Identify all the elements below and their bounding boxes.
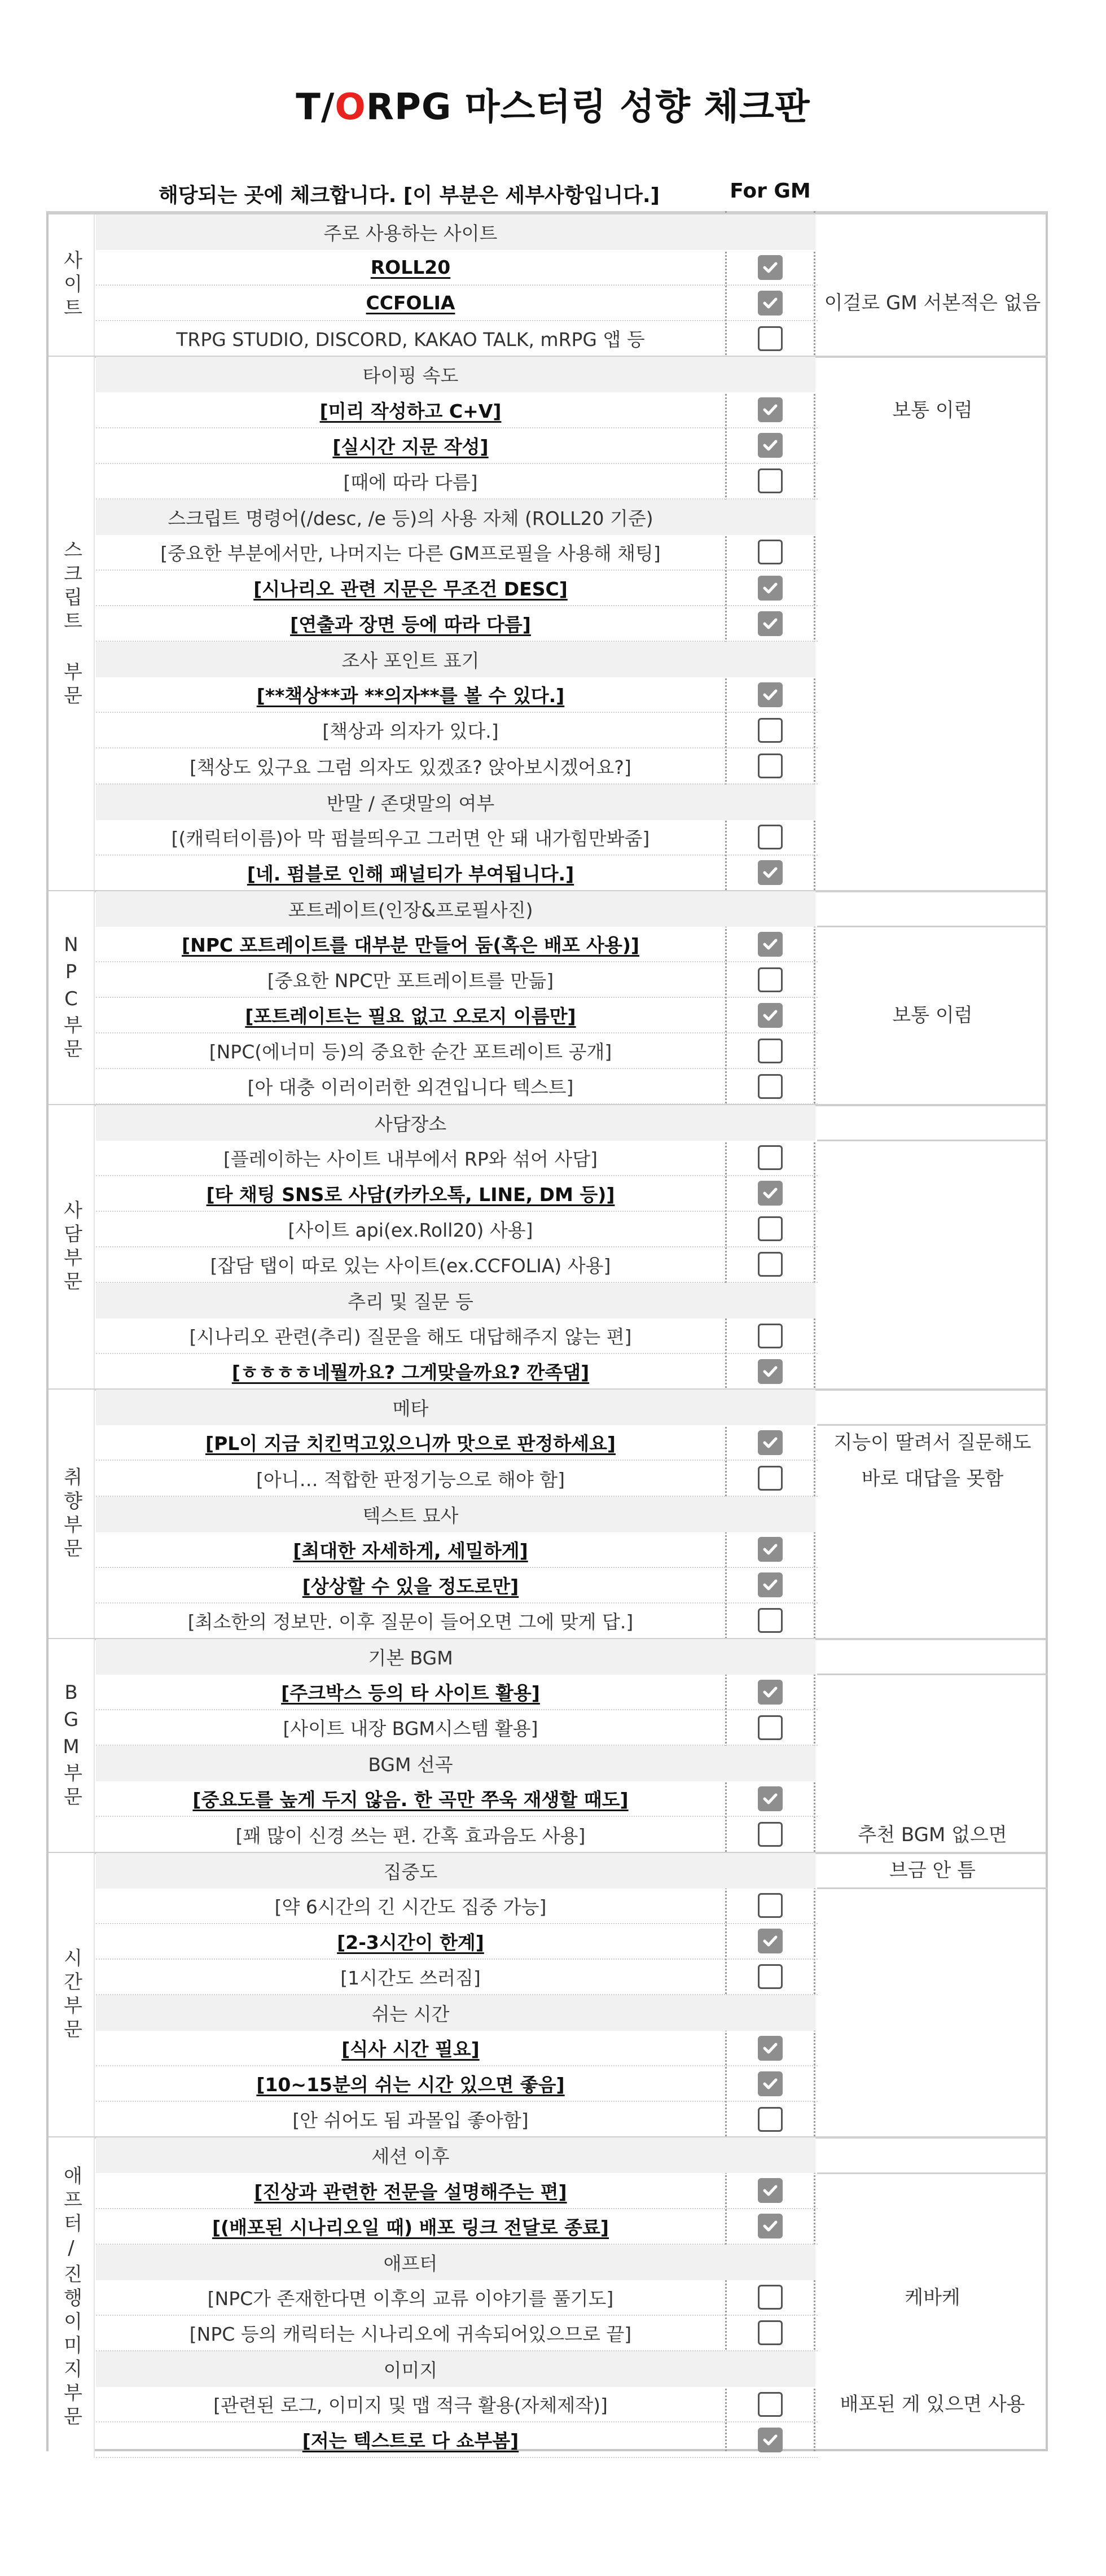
checkbox-cell (725, 1532, 815, 1567)
notes-divider (817, 2172, 1048, 2174)
checkbox-cell (725, 606, 815, 641)
category-row (96, 500, 815, 535)
section-label (49, 1853, 95, 2138)
checklist-row (96, 1033, 818, 1069)
title-accent-letter: O (335, 86, 366, 128)
checklist-row (96, 321, 818, 357)
checkbox-checked[interactable] (758, 291, 783, 316)
category-row (96, 2245, 815, 2280)
checkbox-cell (725, 464, 815, 498)
item-label: [아니… 적합한 판정기능으로 해야 함] (256, 1468, 565, 1491)
item-label: [식사 시간 필요] (341, 2038, 480, 2061)
checkbox-cell (725, 1212, 815, 1246)
checklist-row (96, 428, 818, 464)
section-label (49, 2137, 95, 2458)
checkbox-unchecked[interactable] (758, 326, 783, 351)
checkbox-cell (725, 1960, 815, 1994)
checklist-row (96, 1889, 818, 1924)
checkbox-checked[interactable] (758, 1003, 783, 1028)
category-row (96, 1853, 815, 1889)
category-label: 메타 (392, 1397, 429, 1420)
checkmark-icon (761, 259, 779, 277)
category-label: 조사 포인트 표기 (341, 650, 480, 672)
item-label: [1시간도 쓰러짐] (340, 1966, 481, 1989)
category-row (96, 357, 815, 392)
category-label: 추리 및 질문 등 (348, 1291, 473, 1313)
item-label: ROLL20 (370, 256, 451, 279)
checklist-row (96, 1960, 818, 1995)
category-label: 쉬는 시간 (371, 2003, 450, 2025)
category-label: 세션 이후 (371, 2145, 450, 2168)
section-label-text: BGM부문 (60, 1681, 82, 1811)
checklist-row (96, 820, 818, 856)
checkbox-cell (725, 1604, 815, 1638)
item-label: [최대한 자세하게, 세밀하게] (293, 1539, 528, 1562)
section-label-text: 사담부문 (60, 1199, 82, 1295)
item-label: [저는 텍스트로 다 쇼부봄] (302, 2430, 519, 2452)
checkbox-cell (725, 2387, 815, 2421)
category-label: 기본 BGM (368, 1647, 453, 1669)
item-label: [2-3시간이 한계] (337, 1931, 484, 1953)
item-label: [최소한의 정보만. 이후 질문이 들어오면 그에 맞게 답.] (187, 1610, 634, 1633)
item-label: [상상할 수 있을 정도로만] (302, 1575, 519, 1597)
item-label: [(배포된 시나리오일 때) 배포 링크 전달로 종료] (212, 2216, 609, 2238)
gm-note: 배포된 게 있으면 사용 (840, 2393, 1025, 2416)
category-label: 애프터 (383, 2252, 438, 2275)
checkbox-cell (725, 571, 815, 605)
item-label: [NPC 포트레이트를 대부분 만들어 둠(혹은 배포 사용)] (182, 934, 639, 956)
checkbox-cell (725, 1889, 815, 1923)
checkbox-checked[interactable] (758, 1680, 783, 1705)
checkbox-checked[interactable] (758, 1537, 783, 1562)
checkbox-cell (725, 1033, 815, 1068)
checkbox-checked[interactable] (758, 2178, 783, 2203)
gm-column-header: For GM (730, 179, 811, 203)
checkbox-unchecked[interactable] (758, 1608, 783, 1633)
checklist-row (96, 1924, 818, 1960)
category-row (96, 2351, 815, 2387)
checkbox-cell (725, 250, 815, 284)
checkbox-unchecked[interactable] (758, 468, 783, 493)
checkbox-unchecked[interactable] (758, 1145, 783, 1170)
checkbox-unchecked[interactable] (758, 2392, 783, 2417)
checkbox-cell (725, 1568, 815, 1602)
checklist-row (96, 1675, 818, 1710)
instruction-header: 해당되는 곳에 체크합니다. [이 부분은 세부사항입니다.] (159, 184, 660, 207)
checkmark-icon (761, 2039, 779, 2057)
category-row (96, 1746, 815, 1781)
checkbox-unchecked[interactable] (758, 2320, 783, 2345)
gm-note: 이걸로 GM 서본적은 없음 (824, 292, 1041, 315)
category-row (96, 1283, 815, 1318)
item-label: [잡담 탭이 따로 있는 사이트(ex.CCFOLIA) 사용] (210, 1254, 611, 1277)
notes-divider (817, 356, 1048, 357)
checkbox-cell (725, 1425, 815, 1460)
category-label: 반말 / 존댓말의 여부 (326, 792, 495, 814)
checklist-row (96, 1318, 818, 1354)
item-label: CCFOLIA (366, 292, 455, 314)
category-row (96, 785, 815, 820)
item-label: [NPC(에너미 등)의 중요한 순간 포트레이트 공개] (209, 1041, 612, 1063)
checklist-row (96, 2031, 818, 2066)
checklist-row (96, 1568, 818, 1604)
section-label (49, 1390, 95, 1639)
section-label (49, 1639, 95, 1853)
checkmark-icon (761, 686, 779, 704)
checklist-row (96, 962, 818, 998)
checkbox-cell (725, 321, 815, 356)
checklist-row (96, 1532, 818, 1568)
checklist-row (96, 2066, 818, 2102)
section-label (49, 214, 95, 357)
checkbox-checked[interactable] (758, 1929, 783, 1953)
section-label-text: 스크립트 부문 (60, 539, 82, 709)
checkbox-unchecked[interactable] (758, 1822, 783, 1847)
checkbox-checked[interactable] (758, 255, 783, 280)
checkbox-checked[interactable] (758, 2071, 783, 2096)
notes-divider (817, 1140, 1048, 1141)
checkmark-icon (761, 1363, 779, 1381)
gm-note: 브금 안 틈 (889, 1859, 976, 1882)
notes-column (817, 211, 1048, 2451)
checkmark-icon (761, 1790, 779, 1808)
item-label: [타 채팅 SNS로 사담(카카오톡, LINE, DM 등)] (206, 1183, 615, 1206)
item-label: [PL이 지금 치킨먹고있으니까 맛으로 판정하세요] (205, 1432, 616, 1455)
checkbox-cell (725, 856, 815, 890)
item-label: [주크박스 등의 타 사이트 활용] (281, 1682, 540, 1705)
checkbox-cell (725, 1924, 815, 1959)
gm-note: 지능이 딸려서 질문해도 (833, 1431, 1032, 1455)
checklist-row (96, 1141, 818, 1176)
category-row (96, 1639, 815, 1675)
checkbox-cell (725, 1675, 815, 1709)
checklist-row (96, 749, 818, 785)
checkbox-checked[interactable] (758, 2428, 783, 2452)
checkmark-icon (761, 1540, 779, 1558)
checkbox-unchecked[interactable] (758, 718, 783, 743)
item-label: [미리 작성하고 C+V] (319, 400, 502, 422)
checkbox-unchecked[interactable] (758, 1216, 783, 1241)
checkbox-unchecked[interactable] (758, 1964, 783, 1989)
item-label: [꽤 많이 신경 쓰는 편. 간혹 효과음도 사용] (235, 1824, 586, 1847)
category-label: 사담장소 (374, 1112, 447, 1135)
checkbox-unchecked[interactable] (758, 1893, 783, 1918)
section-label (49, 357, 95, 891)
checkbox-unchecked[interactable] (758, 1715, 783, 1740)
checkmark-icon (761, 1006, 779, 1024)
checkbox-checked[interactable] (758, 433, 783, 458)
checkbox-unchecked[interactable] (758, 825, 783, 849)
item-label: [약 6시간의 긴 시간도 집중 가능] (274, 1895, 547, 1918)
gm-note: 보통 이럼 (892, 1004, 973, 1027)
checkbox-cell (725, 927, 815, 961)
checkmark-icon (761, 2431, 779, 2449)
item-label: [관련된 로그, 이미지 및 맵 적극 활용(자체제작)] (213, 2394, 608, 2417)
checkbox-checked[interactable] (758, 932, 783, 957)
item-label: [실시간 지문 작성] (332, 435, 489, 458)
item-label: [연출과 장면 등에 따라 다름] (290, 614, 531, 636)
checkmark-icon (761, 579, 779, 597)
checkbox-checked[interactable] (758, 1572, 783, 1597)
checkbox-unchecked[interactable] (758, 967, 783, 992)
checkbox-unchecked[interactable] (758, 1324, 783, 1348)
checklist-row (96, 998, 818, 1033)
checkbox-cell (725, 1354, 815, 1388)
checkbox-cell (725, 2031, 815, 2065)
category-label: 타이핑 속도 (362, 365, 459, 387)
checklist-row (96, 1461, 818, 1497)
category-row (96, 1497, 815, 1532)
item-label: [NPC 등의 캐릭터는 시나리오에 귀속되어있으므로 끝] (189, 2323, 632, 2345)
checkbox-checked[interactable] (758, 1430, 783, 1455)
checkbox-cell (725, 820, 815, 855)
item-label: TRPG STUDIO, DISCORD, KAKAO TALK, mRPG 앱 등 (176, 328, 645, 351)
checkmark-icon (761, 1932, 779, 1950)
page-title: T/ORPG 마스터링 성향 체크판 (296, 86, 810, 128)
checkbox-cell (725, 1817, 815, 1852)
item-label: [**책상**과 **의자**를 볼 수 있다.] (256, 685, 565, 707)
item-label: [ㅎㅎㅎㅎ네뭘까요? 그게맞을까요? 깐족댐] (231, 1361, 590, 1384)
checkbox-unchecked[interactable] (758, 1466, 783, 1491)
checklist-row (96, 713, 818, 748)
checkbox-cell (725, 962, 815, 997)
checkmark-icon (761, 1434, 779, 1452)
item-label: [포트레이트는 필요 없고 오로지 이름만] (245, 1005, 576, 1028)
checkmark-icon (761, 1576, 779, 1594)
checklist-row (96, 2422, 818, 2458)
checkbox-checked[interactable] (758, 2214, 783, 2238)
checklist-row (96, 927, 818, 962)
category-row (96, 891, 815, 927)
checkbox-cell (725, 2316, 815, 2350)
item-label: [중요도를 높게 두지 않음. 한 곡만 쭈욱 재생할 때도] (192, 1789, 629, 1811)
checklist-row (96, 1247, 818, 1283)
notes-divider (817, 926, 1048, 927)
checkbox-unchecked[interactable] (758, 2107, 783, 2132)
checkbox-cell (725, 1247, 815, 1282)
item-label: [네. 펌블로 인해 패널티가 부여됩니다.] (247, 862, 574, 885)
checkbox-checked[interactable] (758, 860, 783, 885)
item-label: [때에 따라 다름] (343, 471, 478, 493)
checklist-row (96, 2102, 818, 2137)
category-row (96, 214, 815, 250)
gm-note: 추천 BGM 없으면 (858, 1823, 1007, 1846)
item-label: [시나리오 관련 지문은 무조건 DESC] (253, 578, 568, 600)
checkmark-icon (761, 2181, 779, 2200)
category-label: 스크립트 명령어(/desc, /e 등)의 사용 자체 (ROLL20 기준) (168, 507, 653, 529)
checklist-row (96, 606, 818, 642)
checkbox-cell (725, 1710, 815, 1745)
checkbox-checked[interactable] (758, 1359, 783, 1384)
checkbox-cell (725, 1461, 815, 1496)
item-label: [NPC가 존재한다면 이후의 교류 이야기를 풀기도] (207, 2287, 614, 2310)
checklist-row (96, 2209, 818, 2245)
checkmark-icon (761, 864, 779, 882)
category-label: 포트레이트(인장&프로필사진) (288, 899, 533, 921)
item-label: [책상도 있구요 그럼 의자도 있겠죠? 앉아보시겠어요?] (190, 756, 631, 778)
checkbox-cell (725, 1069, 815, 1103)
checkbox-cell (725, 2174, 815, 2208)
checklist-row (96, 2174, 818, 2209)
checklist-row (96, 393, 818, 428)
item-label: [책상과 의자가 있다.] (322, 720, 499, 743)
checkbox-unchecked[interactable] (758, 2285, 783, 2310)
checklist-row (96, 1817, 818, 1853)
item-label: [아 대충 이러이러한 외견입니다 텍스트] (247, 1076, 574, 1099)
section-label-text: 사이트 (60, 250, 82, 322)
item-label: [플레이하는 사이트 내부에서 RP와 섞어 사담] (223, 1147, 598, 1170)
checklist-row (96, 250, 818, 286)
item-label: [중요한 NPC만 포트레이트를 만듦] (267, 970, 554, 992)
section-label (49, 891, 95, 1105)
checkbox-checked[interactable] (758, 397, 783, 422)
checklist-row (96, 1781, 818, 1817)
checklist-row (96, 571, 818, 606)
category-row (96, 1995, 815, 2031)
category-row (96, 642, 815, 677)
checkbox-cell (725, 1781, 815, 1816)
checklist-row (96, 535, 818, 571)
category-label: 주로 사용하는 사이트 (323, 222, 498, 244)
item-label: [사이트 내장 BGM시스템 활용] (283, 1718, 538, 1740)
checkbox-unchecked[interactable] (758, 1039, 783, 1063)
item-label: [사이트 api(ex.Roll20) 사용] (288, 1219, 533, 1241)
checklist-row (96, 2316, 818, 2351)
checkbox-checked[interactable] (758, 1786, 783, 1811)
checkbox-unchecked[interactable] (758, 753, 783, 778)
checkbox-unchecked[interactable] (758, 1252, 783, 1277)
checkbox-cell (725, 393, 815, 427)
checkbox-unchecked[interactable] (758, 540, 783, 564)
notes-divider (817, 1673, 1048, 1675)
checkbox-checked[interactable] (758, 576, 783, 601)
checkbox-cell (725, 2209, 815, 2244)
gm-note: 바로 대답을 못함 (861, 1467, 1004, 1490)
checkbox-cell (725, 1176, 815, 1211)
section-label-text: 애프터/진행이미지부문 (60, 2166, 82, 2430)
checkbox-cell (725, 713, 815, 747)
item-label: [안 쉬어도 됨 과몰입 좋아함] (292, 2109, 529, 2132)
checkbox-checked[interactable] (758, 2036, 783, 2061)
category-row (96, 1105, 815, 1141)
checkbox-cell (725, 2422, 815, 2457)
checkmark-icon (761, 615, 779, 633)
section-label-text: NPC부문 (60, 934, 82, 1063)
checklist-row (96, 1425, 818, 1461)
checklist-row (96, 677, 818, 713)
checkbox-cell (725, 428, 815, 463)
checkbox-cell (725, 535, 815, 569)
checklist-row (96, 1710, 818, 1746)
checkmark-icon (761, 935, 779, 953)
category-label: 텍스트 묘사 (362, 1504, 459, 1527)
checklist-row (96, 856, 818, 891)
checklist-row (96, 1604, 818, 1639)
gm-note: 보통 이럼 (892, 398, 973, 422)
checklist-row (96, 286, 818, 321)
checkbox-cell (725, 2102, 815, 2136)
gm-note: 케바케 (905, 2286, 960, 2309)
checkmark-icon (761, 1184, 779, 1202)
checklist-row (96, 1212, 818, 1247)
category-row (96, 1390, 815, 1425)
checkbox-cell (725, 749, 815, 783)
checkbox-unchecked[interactable] (758, 1074, 783, 1099)
checkbox-cell (725, 677, 815, 712)
checkbox-cell (725, 2280, 815, 2315)
item-label: [중요한 부분에서만, 나머지는 다른 GM프로필을 사용해 채팅] (160, 542, 661, 564)
checklist-row (96, 2387, 818, 2422)
checklist-row (96, 1069, 818, 1105)
checklist-row (96, 1354, 818, 1390)
category-label: 집중도 (383, 1860, 438, 1883)
checkbox-cell (725, 2066, 815, 2101)
section-label (49, 1105, 95, 1390)
item-label: [(캐릭터이름)아 막 펌블띄우고 그러면 안 돼 내가힘만봐줌] (171, 827, 650, 849)
category-label: 이미지 (383, 2359, 438, 2381)
checkmark-icon (761, 294, 779, 312)
checkbox-cell (725, 998, 815, 1032)
item-label: [10~15분의 쉬는 시간 있으면 좋음] (256, 2074, 565, 2096)
section-label-text: 시간부문 (60, 1947, 82, 2043)
category-label: BGM 선곡 (368, 1754, 453, 1776)
checkmark-icon (761, 2217, 779, 2235)
item-label: [시나리오 관련(추리) 질문을 해도 대답해주지 않는 편] (189, 1326, 632, 1348)
checklist-row (96, 2280, 818, 2316)
checkbox-cell (725, 1141, 815, 1175)
category-row (96, 2137, 815, 2173)
checklist-row (96, 464, 818, 500)
checkmark-icon (761, 436, 779, 454)
checkbox-cell (725, 286, 815, 320)
checkbox-checked[interactable] (758, 682, 783, 707)
checkbox-checked[interactable] (758, 1181, 783, 1206)
checkmark-icon (761, 1683, 779, 1701)
checkmark-icon (761, 2075, 779, 2093)
checkmark-icon (761, 401, 779, 419)
section-label-text: 취향부문 (60, 1467, 82, 1562)
checkbox-cell (725, 1318, 815, 1353)
checkbox-checked[interactable] (758, 611, 783, 636)
item-label: [진상과 관련한 전문을 설명해주는 편] (254, 2180, 567, 2203)
checklist-row (96, 1176, 818, 1212)
